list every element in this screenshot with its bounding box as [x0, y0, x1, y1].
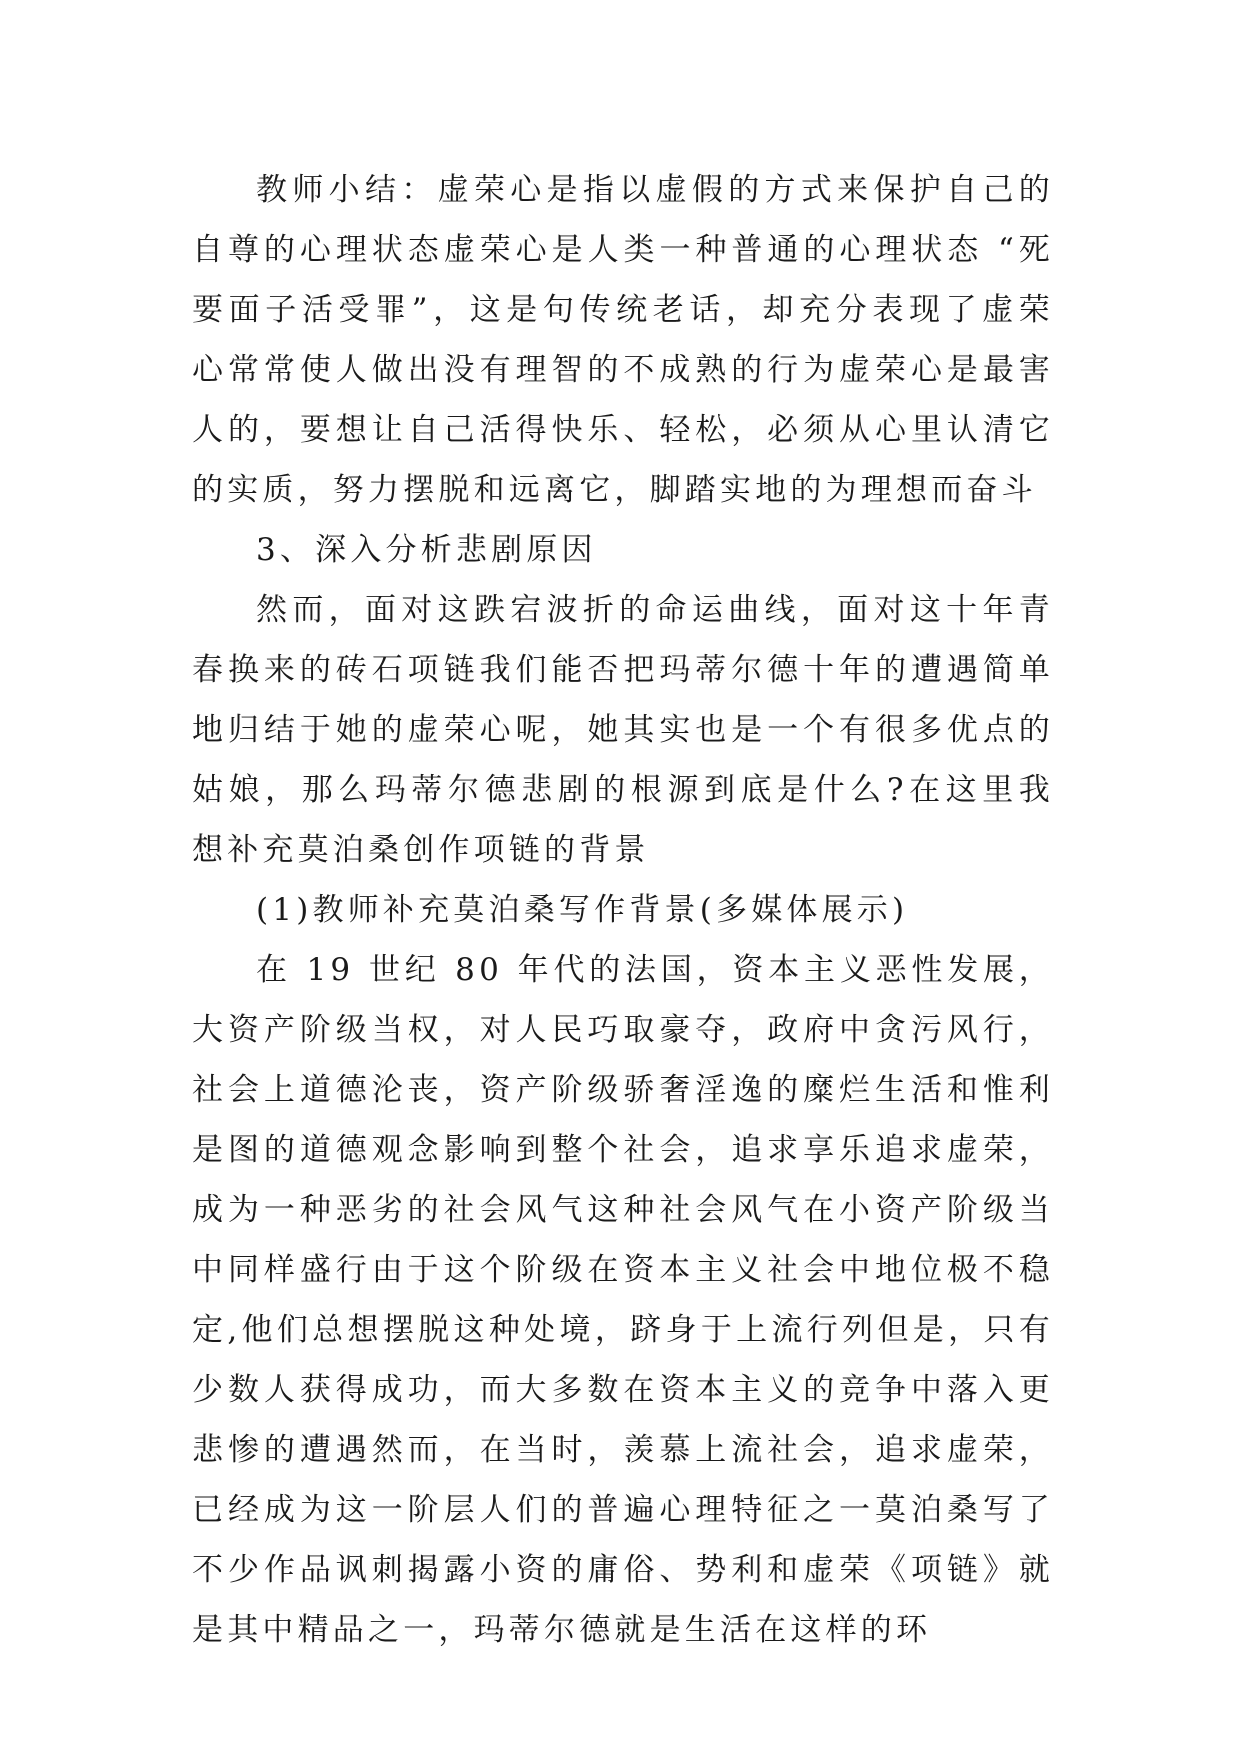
paragraph-teacher-summary: 教师小结：虚荣心是指以虚假的方式来保护自己的自尊的心理状态虚荣心是人类一种普通的心理状态 “死要面子活受罪”，这是句传统老话，却充分表现了虚荣心常常使人做出没有理智的不成熟的行为虚荣心是最害人的，要想让自己活得快乐、轻松，必须从心里认清它的实质，努力摆脱和远离它，脚踏实地的为理想而奋斗 — [192, 172, 1054, 508]
body-text — [192, 160, 1054, 1660]
section-heading-analysis: 3、深入分析悲剧原因 — [256, 532, 597, 568]
paragraph-background: 在 19 世纪 80 年代的法国，资本主义恶性发展，大资产阶级当权，对人民巧取豪夺，政府中贪污风行，社会上道德沦丧，资产阶级骄奢淫逸的糜烂生活和惟利是图的道德观念影响到整个社会，追求享乐追求虚荣，成为一种恶劣的社会风气这种社会风气在小资产阶级当中同样盛行由于这个阶级在资本主义社会中地位极不稳定,他们总想摆脱这种处境，跻身于上流行列但是，只有少数人获得成功，而大多数在资本主义的竞争中落入更悲惨的遭遇然而，在当时，羡慕上流社会，追求虚荣，已经成为这一阶层人们的普遍心理特征之一莫泊桑写了不少作品讽刺揭露小资的庸俗、势利和虚荣《项链》就是其中精品之一，玛蒂尔德就是生活在这样的环 — [192, 952, 1054, 1648]
paragraph-background-heading: (1)教师补充莫泊桑写作背景(多媒体展示) — [256, 892, 909, 928]
paragraph-tragedy-question: 然而，面对这跌宕波折的命运曲线，面对这十年青春换来的砖石项链我们能否把玛蒂尔德十年的遭遇简单地归结于她的虚荣心呢，她其实也是一个有很多优点的姑娘，那么玛蒂尔德悲剧的根源到底是什么?在这里我想补充莫泊桑创作项链的背景 — [192, 592, 1054, 868]
